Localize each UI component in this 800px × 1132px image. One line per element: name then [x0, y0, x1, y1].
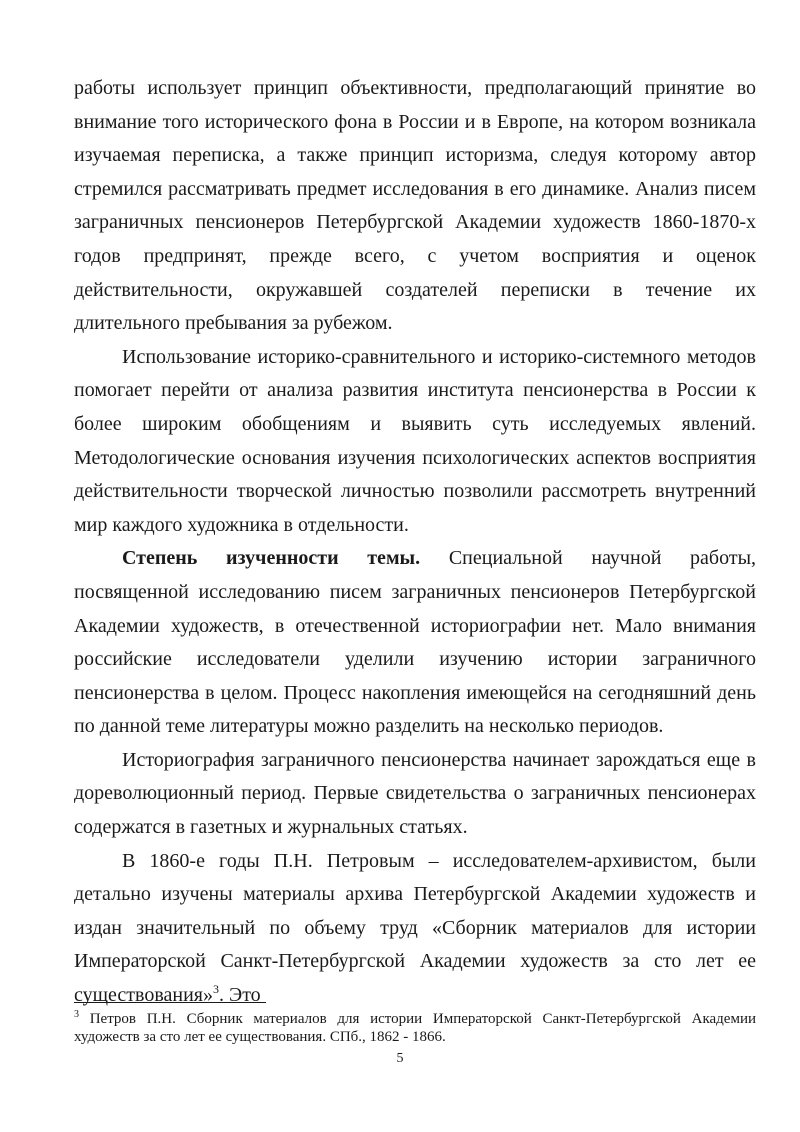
paragraph-1 [74, 72, 756, 341]
footnote-text: Петров П.Н. Сборник материалов для истории Императорской Санкт-Петербургской Академии художеств за сто лет ее существования. СПб., 1862 - 1866. [74, 1011, 756, 1045]
paragraph-4 [74, 744, 756, 845]
paragraph-3-text: Специальной научной работы, посвященной исследованию писем заграничных пенсионеров Петербургской Академии художеств, в отечественной историографии нет. Мало внимания российские исследователи уделили изучению истории заграничного пенсионерства в целом. Процесс накопления имеющейся на сегодняшний день по данной теме литературы можно разделить на несколько периодов. [74, 547, 757, 738]
footnote-reference[interactable]: 3 [212, 982, 219, 997]
paragraph-5-text: В 1860-е годы П.Н. Петровым – исследователем-архивистом, были детально изучены материалы архива Петербургской Академии художеств и издан значительный по объему труд «Сборник материалов для истории Императорской Санкт-Петербургской Академии художеств за сто лет ее существования» [74, 849, 756, 1007]
section-heading: Степень изученности темы. [122, 547, 421, 570]
paragraph-2 [74, 341, 756, 543]
footnote-marker: 3 [74, 1009, 79, 1020]
paragraph-1-text: работы использует принцип объективности, предполагающий принятие во внимание того исторического фона в России и в Европе, на котором возникала изучаемая переписка, а также принцип историзма, следуя которому автор стремился рассматривать предмет исследования в его динамике. Анализ писем заграничных пенсионеров Петербургской Академии художеств 1860-1870-х годов предпринят, прежде всего, с учетом восприятия и оценок действительности, окружавшей создателей переписки в течение их длительного пребывания за рубежом. [74, 77, 756, 335]
paragraph-5-tail: . Это [218, 984, 261, 1007]
paragraph-4-text: Историография заграничного пенсионерства начинает зарождаться еще в дореволюционный период. Первые свидетельства о заграничных пенсионерах содержатся в газетных и журнальных статьях. [74, 748, 756, 839]
paragraph-5 [74, 845, 756, 1013]
footnote [74, 1010, 756, 1046]
footnote-separator [74, 1002, 266, 1003]
paragraph-2-text: Использование историко-сравнительного и историко-системного методов помогает перейти от анализа развития института пенсионерства в России к более широким обобщениям и выявить суть исследуемых явлений. Методологические основания изучения психологических аспектов восприятия действительности творческой личностью позволили рассмотреть внутренний мир каждого художника в отдельности. [74, 345, 756, 536]
page-number: 5 [396, 1051, 404, 1066]
paragraph-3 [74, 542, 756, 744]
body-text [74, 72, 756, 1013]
